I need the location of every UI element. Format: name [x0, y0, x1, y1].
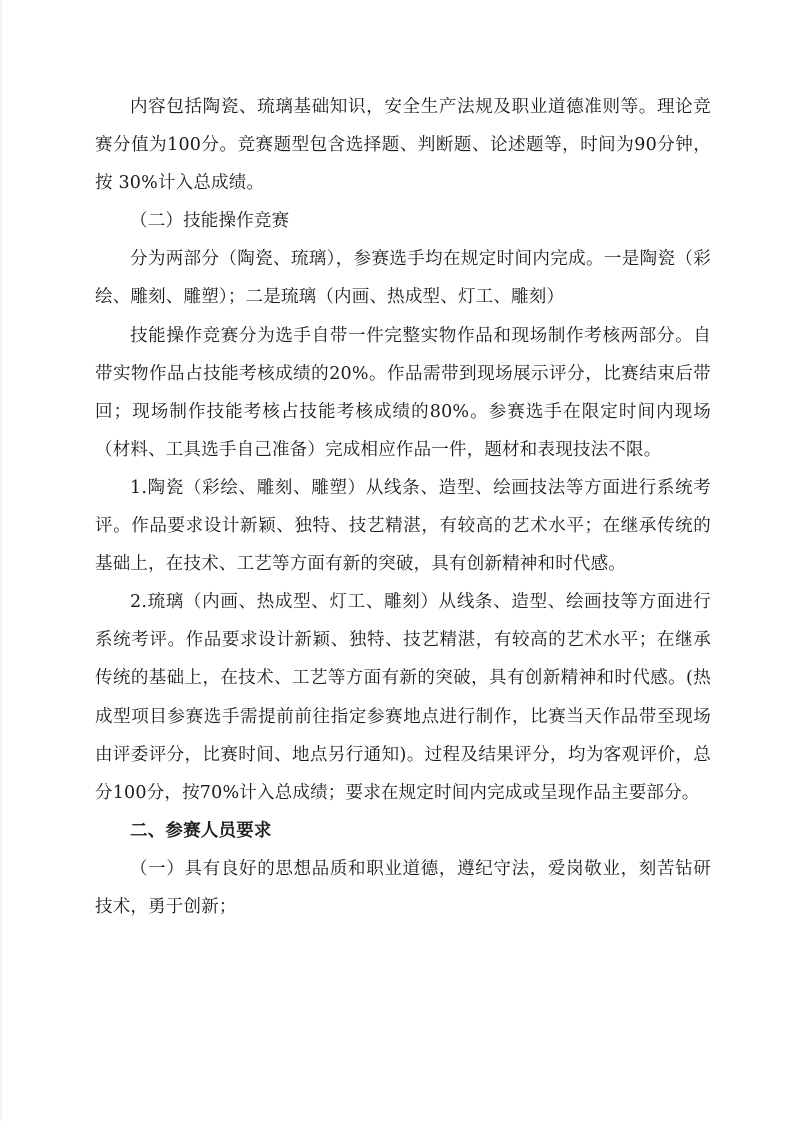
paragraph-skill-scoring: 技能操作竞赛分为选手自带一件完整实物作品和现场制作考核两部分。自带实物作品占技能考核成绩的20%。作品需带到现场展示评分，比赛结束后带回；现场制作技能考核占技能考核成绩的80%。参赛选手在限定时间内现场（材料、工具选手自己准备）完成相应作品一件，题材和表现技法不限。 [95, 325, 711, 460]
subheading-skill-competition: （二）技能操作竞赛 [130, 211, 290, 232]
paragraph-glass-criteria: 2.琉璃（内画、热成型、灯工、雕刻）从线条、造型、绘画技等方面进行系统考评。作品要求设计新颖、独特、技艺精湛，有较高的艺术水平；在继承传统的基础上，在技术、工艺等方面有新的突破，具有创新精神和时代感。(热成型项目参赛选手需提前前往指定参赛地点进行制作，比赛当天作品带至现场由评委评分，比赛时间、地点另行通知)。过程及结果评分，均为客观评价，总分100分，按70%计入总成绩；要求在规定时间内完成或呈现作品主要部分。 [95, 592, 711, 803]
paragraph-requirement-one: （一）具有良好的思想品质和职业道德，遵纪守法，爱岗敬业，刻苦钻研技术，勇于创新； [95, 858, 711, 917]
document-body [95, 88, 711, 926]
section-heading-participant-requirements: 二、参赛人员要求 [130, 820, 272, 841]
scan-edge-shadow [0, 0, 3, 1121]
paragraph-theory-content: 内容包括陶瓷、琉璃基础知识，安全生产法规及职业道德准则等。理论竞赛分值为100分。竞赛题型包含选择题、判断题、论述题等，时间为90分钟，按 30%计入总成绩。 [95, 97, 711, 194]
paragraph-ceramics-criteria: 1.陶瓷（彩绘、雕刻、雕塑）从线条、造型、绘画技法等方面进行系统考评。作品要求设计新颖、独特、技艺精湛，有较高的艺术水平；在继承传统的基础上，在技术、工艺等方面有新的突破，具有创新精神和时代感。 [95, 477, 711, 575]
paragraph-two-parts: 分为两部分（陶瓷、琉璃），参赛选手均在规定时间内完成。一是陶瓷（彩绘、雕刻、雕塑）；二是琉璃（内画、热成型、灯工、雕刻） [95, 249, 711, 308]
